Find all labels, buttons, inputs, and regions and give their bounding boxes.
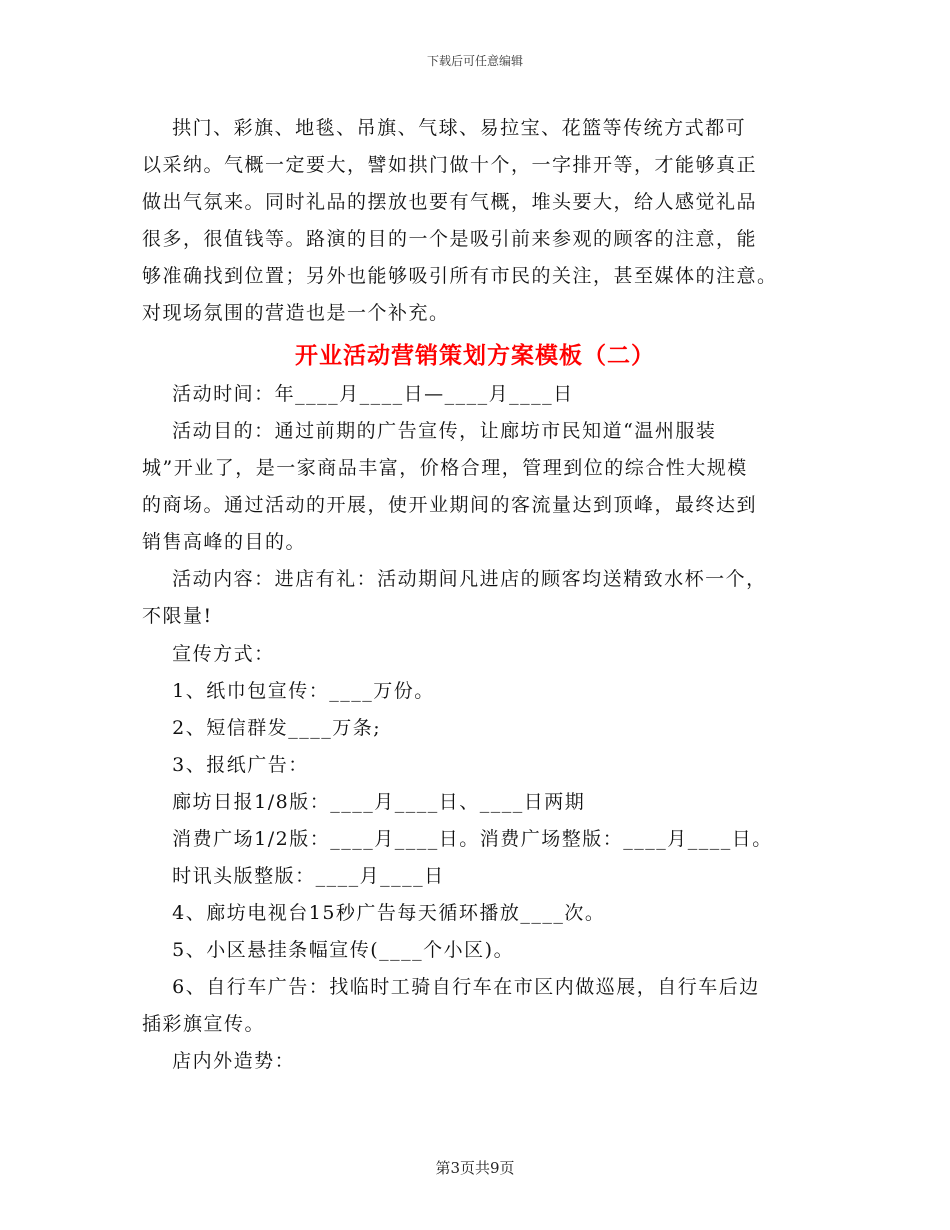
text-line-21: 4、廊坊电视台15秒广告每天循环播放____次。 <box>142 902 606 924</box>
text-line-18: 廊坊日报1/8版：____月____日、____日两期 <box>142 791 586 813</box>
text-line-24: 插彩旗宣传。 <box>142 1013 266 1035</box>
text-line-22: 5、小区悬挂条幅宣传(____个小区)。 <box>142 939 515 961</box>
text-line-3: 做出气氛来。同时礼品的摆放也要有气概，堆头要大，给人感觉礼品 <box>142 191 758 213</box>
text-line-23: 6、自行车广告：找临时工骑自行车在市区内做巡展，自行车后边 <box>142 976 760 998</box>
page-header: 下载后可任意编辑 <box>426 54 523 68</box>
text-line-17: 3、报纸广告： <box>142 754 309 776</box>
text-line-11: 销售高峰的目的。 <box>142 531 307 553</box>
section-title: 开业活动营销策划方案模板（二） <box>295 343 655 369</box>
text-line-25: 店内外造势： <box>142 1050 296 1072</box>
text-line-6: 对现场氛围的营造也是一个补充。 <box>142 302 450 324</box>
text-line-10: 的商场。通过活动的开展，使开业期间的客流量达到顶峰，最终达到 <box>142 494 758 516</box>
text-line-9: 城”开业了，是一家商品丰富，价格合理，管理到位的综合性大规模 <box>142 457 748 479</box>
text-line-2: 以采纳。气概一定要大，譬如拱门做十个，一字排开等，才能够真正 <box>142 154 758 176</box>
text-line-14: 宣传方式： <box>142 643 275 665</box>
page-footer: 第3页共9页 <box>435 1159 515 1177</box>
text-line-20: 时讯头版整版：____月____日 <box>142 865 445 887</box>
text-line-4: 很多，很值钱等。路演的目的一个是吸引前来参观的顾客的注意，能 <box>142 228 758 250</box>
text-line-15: 1、纸巾包宣传：____万份。 <box>142 680 435 702</box>
text-line-1: 拱门、彩旗、地毯、吊旗、气球、易拉宝、花篮等传统方式都可 <box>142 117 747 139</box>
text-line-8: 活动目的：通过前期的广告宣传，让廊坊市民知道“温州服装 <box>142 420 717 442</box>
text-line-19: 消费广场1/2版：____月____日。消费广场整版：____月____日。 <box>142 828 773 850</box>
text-line-7: 活动时间：年____月____日—____月____日 <box>142 383 574 405</box>
text-line-13: 不限量! <box>142 605 213 627</box>
text-line-5: 够准确找到位置；另外也能够吸引所有市民的关注，甚至媒体的注意。 <box>142 265 778 287</box>
text-line-16: 2、短信群发____万条; <box>142 717 382 739</box>
text-line-12: 活动内容：进店有礼：活动期间凡进店的顾客均送精致水杯一个， <box>142 568 767 590</box>
